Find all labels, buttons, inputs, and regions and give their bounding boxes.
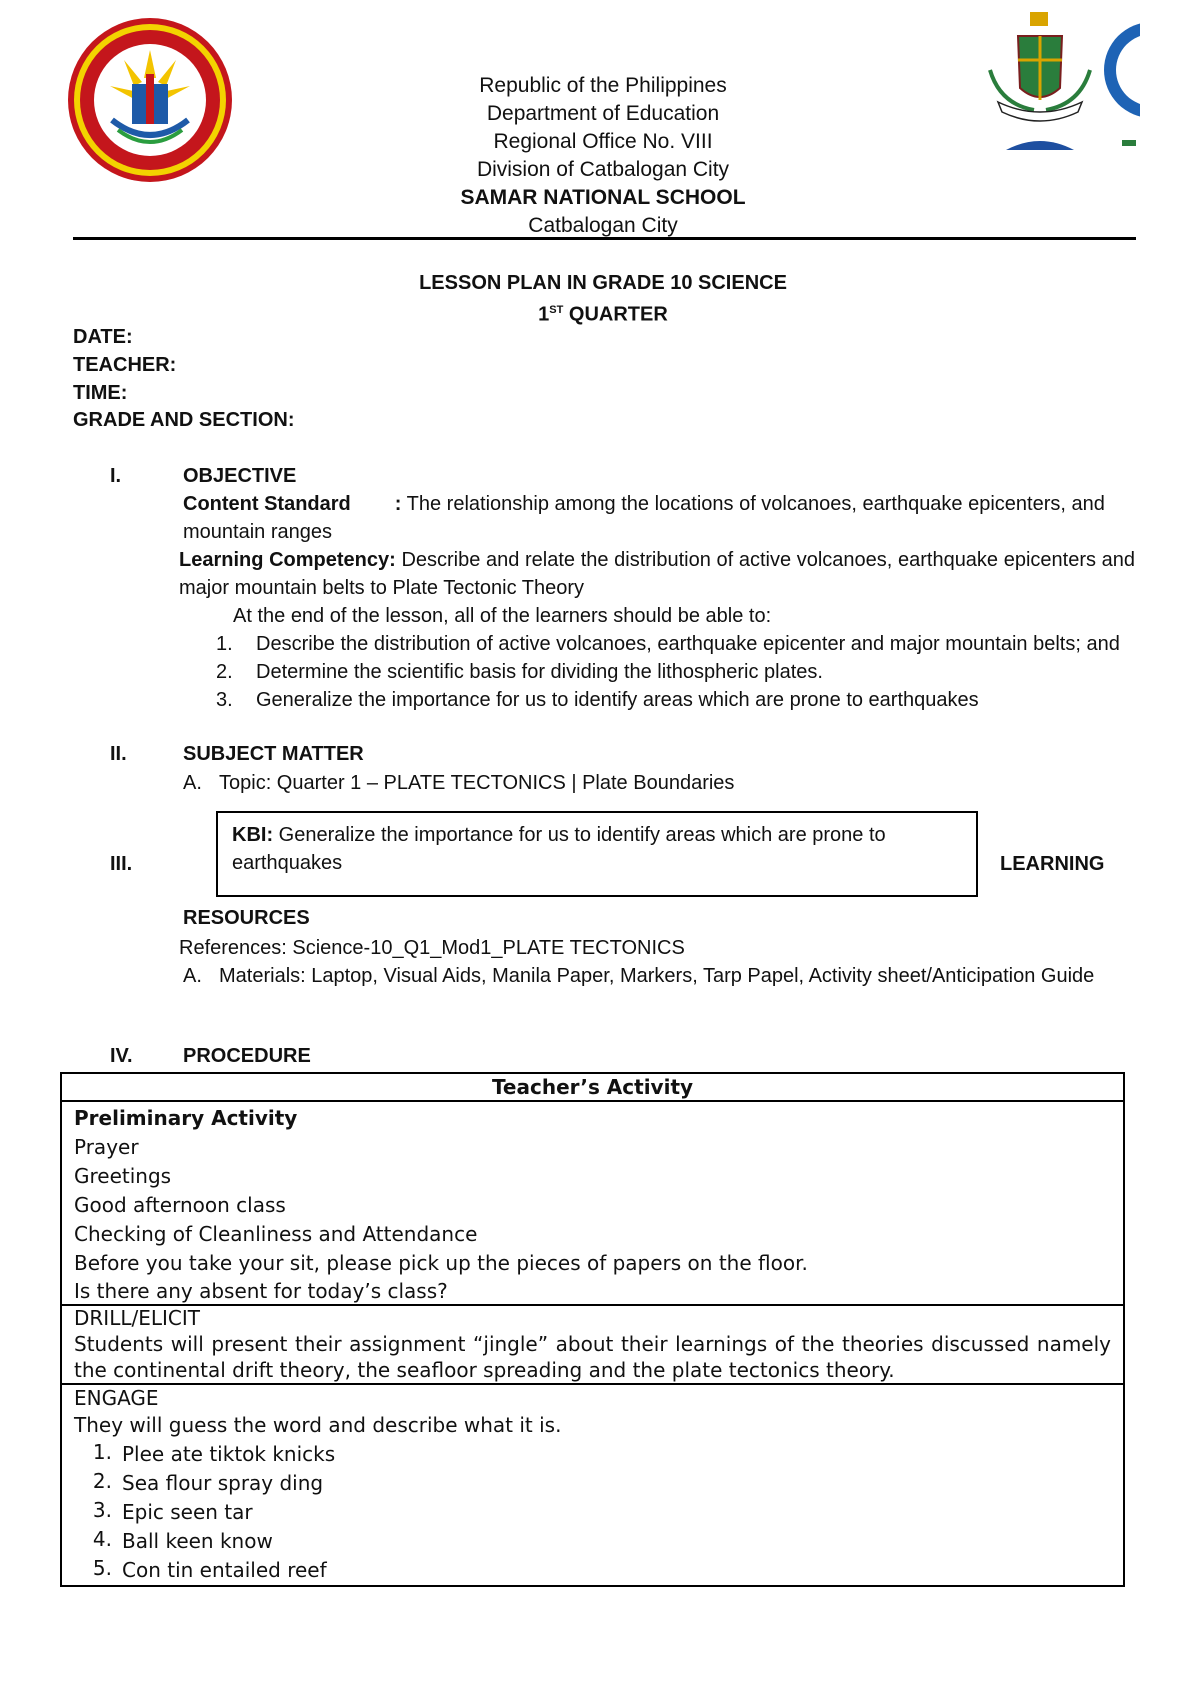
content-standard-label: Content Standard [183,493,351,515]
engage-item [74,1469,1111,1498]
engage-item [74,1527,1111,1556]
engage-item [74,1498,1111,1527]
school-name: SAMAR NATIONAL SCHOOL [460,186,746,209]
engage-intro: They will guess the word and describe what it is. [74,1413,562,1437]
subject-matter-heading: SUBJECT MATTER [183,743,364,765]
kbi-box [216,811,978,897]
topic-letter: A. [183,772,202,794]
competency-label: Learning Competency: [179,549,396,571]
procedure-table [60,1072,1125,1587]
header-line-department: Department of Education [486,102,720,125]
deped-division-seal [66,16,234,184]
topic-text: Topic: Quarter 1 – PLATE TECTONICS | Plate Boundaries [219,772,735,794]
subject-matter-numeral: II. [110,743,127,765]
objective-item-number: 3. [216,689,233,711]
header-line-region: Regional Office No. VIII [493,130,713,153]
engage-item-number: 3. [92,1498,112,1522]
preliminary-line: Before you take your sit, please pick up the pieces of papers on the floor. [74,1251,808,1275]
objective-intro: At the end of the lesson, all of the learners should be able to: [233,605,772,627]
engage-item-text: Plee ate tiktok knicks [122,1442,336,1466]
objective-item [216,658,1135,686]
objective-list [216,630,1135,714]
table-header: Teacher’s Activity [491,1075,694,1099]
procedure-numeral: IV. [110,1045,133,1067]
preliminary-line: Good afternoon class [74,1193,286,1217]
engage-cell [62,1383,1123,1585]
engage-item-number: 5. [92,1556,112,1580]
learning-competency [179,546,1135,602]
samar-national-school-seal [980,10,1100,155]
quarter-title [303,297,903,329]
quarter-number: 1 [538,303,550,326]
resources-heading: RESOURCES [183,907,310,929]
engage-item [74,1440,1111,1469]
materials-text: Materials: Laptop, Visual Aids, Manila Paper, Markers, Tarp Papel, Activity sheet/Anticipation Guide [219,965,1095,987]
engage-item-number: 4. [92,1527,112,1551]
procedure-heading: PROCEDURE [183,1045,311,1067]
competency-text: Describe and relate the distribution of active volcanoes, earthquake epicenters and major mountain belts to Plate Tectonic Theory [179,549,1135,599]
kbi-text: Generalize the importance for us to identify areas which are prone to earthquakes [232,824,886,874]
objective-item-text: Determine the scientific basis for dividing the lithospheric plates. [256,661,823,683]
objective-numeral: I. [110,465,122,487]
objective-item-text: Describe the distribution of active volcanoes, earthquake epicenter and major mountain belts; and [256,633,1120,655]
engage-item [74,1556,1111,1585]
engage-item-text: Ball keen know [122,1529,273,1553]
date-field: DATE: [73,326,133,348]
header-line-republic: Republic of the Philippines [479,74,727,97]
topic-line [183,769,1133,797]
objective-item-number: 1. [216,633,233,655]
engage-item-text: Epic seen tar [122,1500,253,1524]
objective-item [216,686,1135,714]
header-line-division: Division of Catbalogan City [476,158,730,181]
engage-item-text: Sea flour spray ding [122,1471,324,1495]
engage-heading: ENGAGE [74,1386,159,1410]
quarter-label: QUARTER [563,303,668,326]
drill-text: Students will present their assignment “jingle” about their learnings of the theories discussed namely the continental drift theory, the seafloor spreading and the plate tectonics theory. [74,1332,1111,1382]
learning-heading: LEARNING [1000,853,1105,875]
engage-item-text: Con tin entailed reef [122,1558,327,1582]
learning-resources-numeral: III. [110,853,133,875]
objective-item [216,630,1135,658]
content-standard [183,490,1133,546]
grade-section-field: GRADE AND SECTION: [73,409,295,431]
preliminary-line: Prayer [74,1135,139,1159]
engage-item-number: 2. [92,1469,112,1493]
preliminary-activity-cell [62,1100,1123,1304]
school-city: Catbalogan City [528,214,678,237]
teacher-field: TEACHER: [73,354,177,376]
materials-line [183,962,1135,990]
content-standard-text: The relationship among the locations of volcanoes, earthquake epicenters, and mountain ranges [183,493,1105,543]
lesson-plan-title: LESSON PLAN IN GRADE 10 SCIENCE [419,272,787,294]
time-field: TIME: [73,382,128,404]
objective-heading: OBJECTIVE [183,465,297,487]
header-divider [73,237,1136,240]
quarter-superscript: ST [549,304,564,316]
objective-item-text: Generalize the importance for us to identify areas which are prone to earthquakes [256,689,979,711]
kbi-label: KBI: [232,824,274,846]
objective-item-number: 2. [216,661,233,683]
preliminary-line: Checking of Cleanliness and Attendance [74,1222,478,1246]
preliminary-heading: Preliminary Activity [74,1106,298,1130]
drill-elicit-cell [62,1304,1123,1383]
materials-letter: A. [183,965,202,987]
content-standard-colon: : [394,493,402,515]
engage-item-number: 1. [92,1440,112,1464]
references-line: References: Science-10_Q1_Mod1_PLATE TECTONICS [179,937,685,959]
drill-heading: DRILL/ELICIT [74,1306,200,1330]
preliminary-line: Is there any absent for today’s class? [74,1279,448,1303]
partner-school-seal [1100,10,1140,150]
preliminary-line: Greetings [74,1164,172,1188]
